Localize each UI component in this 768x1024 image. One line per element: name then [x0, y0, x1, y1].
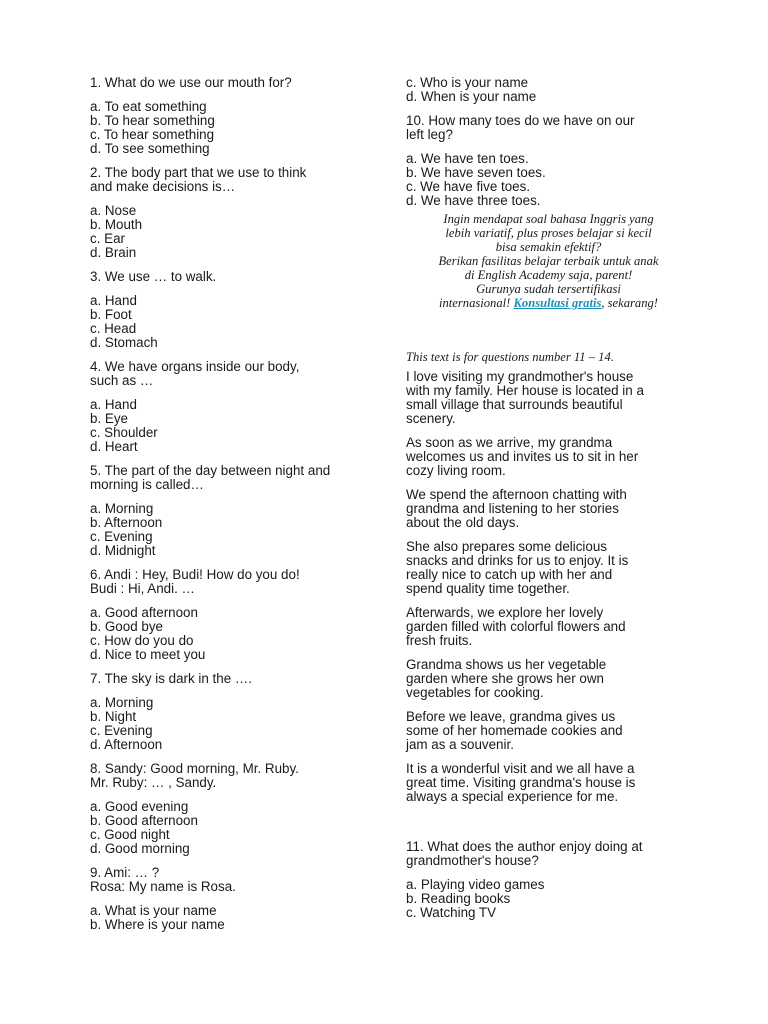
- option: b. To hear something: [90, 113, 215, 128]
- question-text: grandmother's house?: [406, 853, 539, 868]
- option: d. Afternoon: [90, 737, 163, 752]
- paragraph-line: jam as a souvenir.: [406, 737, 514, 752]
- paragraph-line: She also prepares some delicious: [406, 539, 607, 554]
- option: b. Good afternoon: [90, 813, 198, 828]
- option: b. Foot: [90, 307, 132, 322]
- question-text: 2. The body part that we use to think: [90, 165, 307, 180]
- paragraph-line: great time. Visiting grandma's house is: [406, 775, 636, 790]
- promo-line: di English Academy saja, parent!: [464, 268, 633, 282]
- reading-paragraph-8: [406, 762, 691, 804]
- reading-intro: This text is for questions number 11 – 14.: [406, 350, 614, 364]
- option: b. Eye: [90, 411, 128, 426]
- promo-prefix: internasional!: [438, 296, 514, 310]
- question-text: 10. How many toes do we have on our: [406, 113, 635, 128]
- option: c. How do you do: [90, 633, 194, 648]
- option: b. Reading books: [406, 891, 511, 906]
- question-1-options: [90, 100, 375, 156]
- promo-line: Ingin mendapat soal bahasa Inggris yang: [443, 212, 654, 226]
- question-6: [90, 568, 375, 596]
- question-text: and make decisions is…: [90, 179, 236, 194]
- question-text: 7. The sky is dark in the ….: [90, 671, 252, 686]
- option: d. Midnight: [90, 543, 156, 558]
- question-8: [90, 762, 375, 790]
- question-4: [90, 360, 375, 388]
- paragraph-line: grandma and listening to her stories: [406, 501, 619, 516]
- option: c. Evening: [90, 529, 153, 544]
- question-text: 1. What do we use our mouth for?: [90, 75, 292, 90]
- question-text: morning is called…: [90, 477, 204, 492]
- question-text: 5. The part of the day between night and: [90, 463, 331, 478]
- paragraph-line: garden filled with colorful flowers and: [406, 619, 626, 634]
- option: a. What is your name: [90, 903, 217, 918]
- paragraph-line: welcomes us and invites us to sit in her: [406, 449, 639, 464]
- left-column: [90, 76, 375, 942]
- option: b. Afternoon: [90, 515, 163, 530]
- reading-paragraph-4: [406, 540, 691, 596]
- paragraph-line: small village that surrounds beautiful: [406, 397, 623, 412]
- option: a. Hand: [90, 397, 137, 412]
- option: c. Good night: [90, 827, 170, 842]
- option: c. Head: [90, 321, 137, 336]
- question-11: [406, 840, 691, 868]
- paragraph-line: fresh fruits.: [406, 633, 473, 648]
- question-3: [90, 270, 375, 284]
- reading-paragraph-3: [406, 488, 691, 530]
- question-text: Budi : Hi, Andi. …: [90, 581, 195, 596]
- question-text: 9. Ami: … ?: [90, 865, 160, 880]
- option: b. Mouth: [90, 217, 143, 232]
- promo-last-line: [406, 296, 691, 310]
- promo-line: lebih variatif, plus proses belajar si kecil: [445, 226, 652, 240]
- question-text: Rosa: My name is Rosa.: [90, 879, 236, 894]
- right-column: [406, 76, 691, 930]
- option: b. We have seven toes.: [406, 165, 546, 180]
- promo-box: [406, 212, 691, 310]
- question-9-options-continued: [406, 76, 691, 104]
- option: c. We have five toes.: [406, 179, 531, 194]
- question-10: [406, 114, 691, 142]
- reading-paragraph-1: [406, 370, 691, 426]
- option: a. Nose: [90, 203, 137, 218]
- paragraph-line: some of her homemade cookies and: [406, 723, 623, 738]
- paragraph-line: scenery.: [406, 411, 456, 426]
- question-5: [90, 464, 375, 492]
- question-8-options: [90, 800, 375, 856]
- promo-line: Gurunya sudah tersertifikasi: [476, 282, 621, 296]
- paragraph-line: I love visiting my grandmother's house: [406, 369, 634, 384]
- paragraph-line: We spend the afternoon chatting with: [406, 487, 627, 502]
- option: a. Morning: [90, 695, 154, 710]
- question-text: 4. We have organs inside our body,: [90, 359, 300, 374]
- option: d. Nice to meet you: [90, 647, 206, 662]
- promo-line: bisa semakin efektif?: [495, 240, 602, 254]
- question-4-options: [90, 398, 375, 454]
- paragraph-line: really nice to catch up with her and: [406, 567, 613, 582]
- option: d. Good morning: [90, 841, 190, 856]
- question-2: [90, 166, 375, 194]
- question-text: 11. What does the author enjoy doing at: [406, 839, 643, 854]
- paragraph-line: cozy living room.: [406, 463, 506, 478]
- option: c. Shoulder: [90, 425, 158, 440]
- reading-paragraph-6: [406, 658, 691, 700]
- question-11-options: [406, 878, 691, 920]
- question-9-options: [90, 904, 375, 932]
- option: a. Playing video games: [406, 877, 545, 892]
- question-10-options: [406, 152, 691, 208]
- question-7: [90, 672, 375, 686]
- paragraph-line: Grandma shows us her vegetable: [406, 657, 607, 672]
- question-2-options: [90, 204, 375, 260]
- option: a. Hand: [90, 293, 137, 308]
- option: c. Ear: [90, 231, 125, 246]
- promo-line: Berikan fasilitas belajar terbaik untuk anak: [438, 254, 659, 268]
- question-1: [90, 76, 375, 90]
- paragraph-line: about the old days.: [406, 515, 520, 530]
- paragraph-line: As soon as we arrive, my grandma: [406, 435, 613, 450]
- option: b. Where is your name: [90, 917, 225, 932]
- reading-paragraph-7: [406, 710, 691, 752]
- question-text: 3. We use … to walk.: [90, 269, 217, 284]
- question-6-options: [90, 606, 375, 662]
- option: c. To hear something: [90, 127, 215, 142]
- question-3-options: [90, 294, 375, 350]
- paragraph-line: with my family. Her house is located in a: [406, 383, 644, 398]
- option: a. To eat something: [90, 99, 207, 114]
- question-5-options: [90, 502, 375, 558]
- option: d. We have three toes.: [406, 193, 541, 208]
- option: b. Night: [90, 709, 137, 724]
- question-text: 8. Sandy: Good morning, Mr. Ruby.: [90, 761, 299, 776]
- consultation-link[interactable]: Konsultasi gratis: [513, 296, 602, 310]
- option: a. Morning: [90, 501, 154, 516]
- question-text: Mr. Ruby: … , Sandy.: [90, 775, 217, 790]
- paragraph-line: Afterwards, we explore her lovely: [406, 605, 604, 620]
- reading-paragraph-2: [406, 436, 691, 478]
- question-7-options: [90, 696, 375, 752]
- option: d. Heart: [90, 439, 138, 454]
- option: d. To see something: [90, 141, 210, 156]
- paragraph-line: spend quality time together.: [406, 581, 570, 596]
- option: d. Stomach: [90, 335, 158, 350]
- promo-suffix: , sekarang!: [601, 296, 659, 310]
- paragraph-line: always a special experience for me.: [406, 789, 619, 804]
- question-text: such as …: [90, 373, 154, 388]
- option: b. Good bye: [90, 619, 163, 634]
- option: c. Evening: [90, 723, 153, 738]
- paragraph-line: It is a wonderful visit and we all have a: [406, 761, 635, 776]
- option: a. We have ten toes.: [406, 151, 529, 166]
- question-text: left leg?: [406, 127, 453, 142]
- option: a. Good afternoon: [90, 605, 198, 620]
- option: c. Watching TV: [406, 905, 497, 920]
- paragraph-line: vegetables for cooking.: [406, 685, 544, 700]
- reading-paragraph-5: [406, 606, 691, 648]
- option: a. Good evening: [90, 799, 189, 814]
- paragraph-line: garden where she grows her own: [406, 671, 604, 686]
- paragraph-line: Before we leave, grandma gives us: [406, 709, 616, 724]
- option: d. When is your name: [406, 89, 537, 104]
- option: c. Who is your name: [406, 75, 529, 90]
- question-text: 6. Andi : Hey, Budi! How do you do!: [90, 567, 300, 582]
- spacer: [406, 814, 691, 840]
- option: d. Brain: [90, 245, 137, 260]
- paragraph-line: snacks and drinks for us to enjoy. It is: [406, 553, 629, 568]
- question-9: [90, 866, 375, 894]
